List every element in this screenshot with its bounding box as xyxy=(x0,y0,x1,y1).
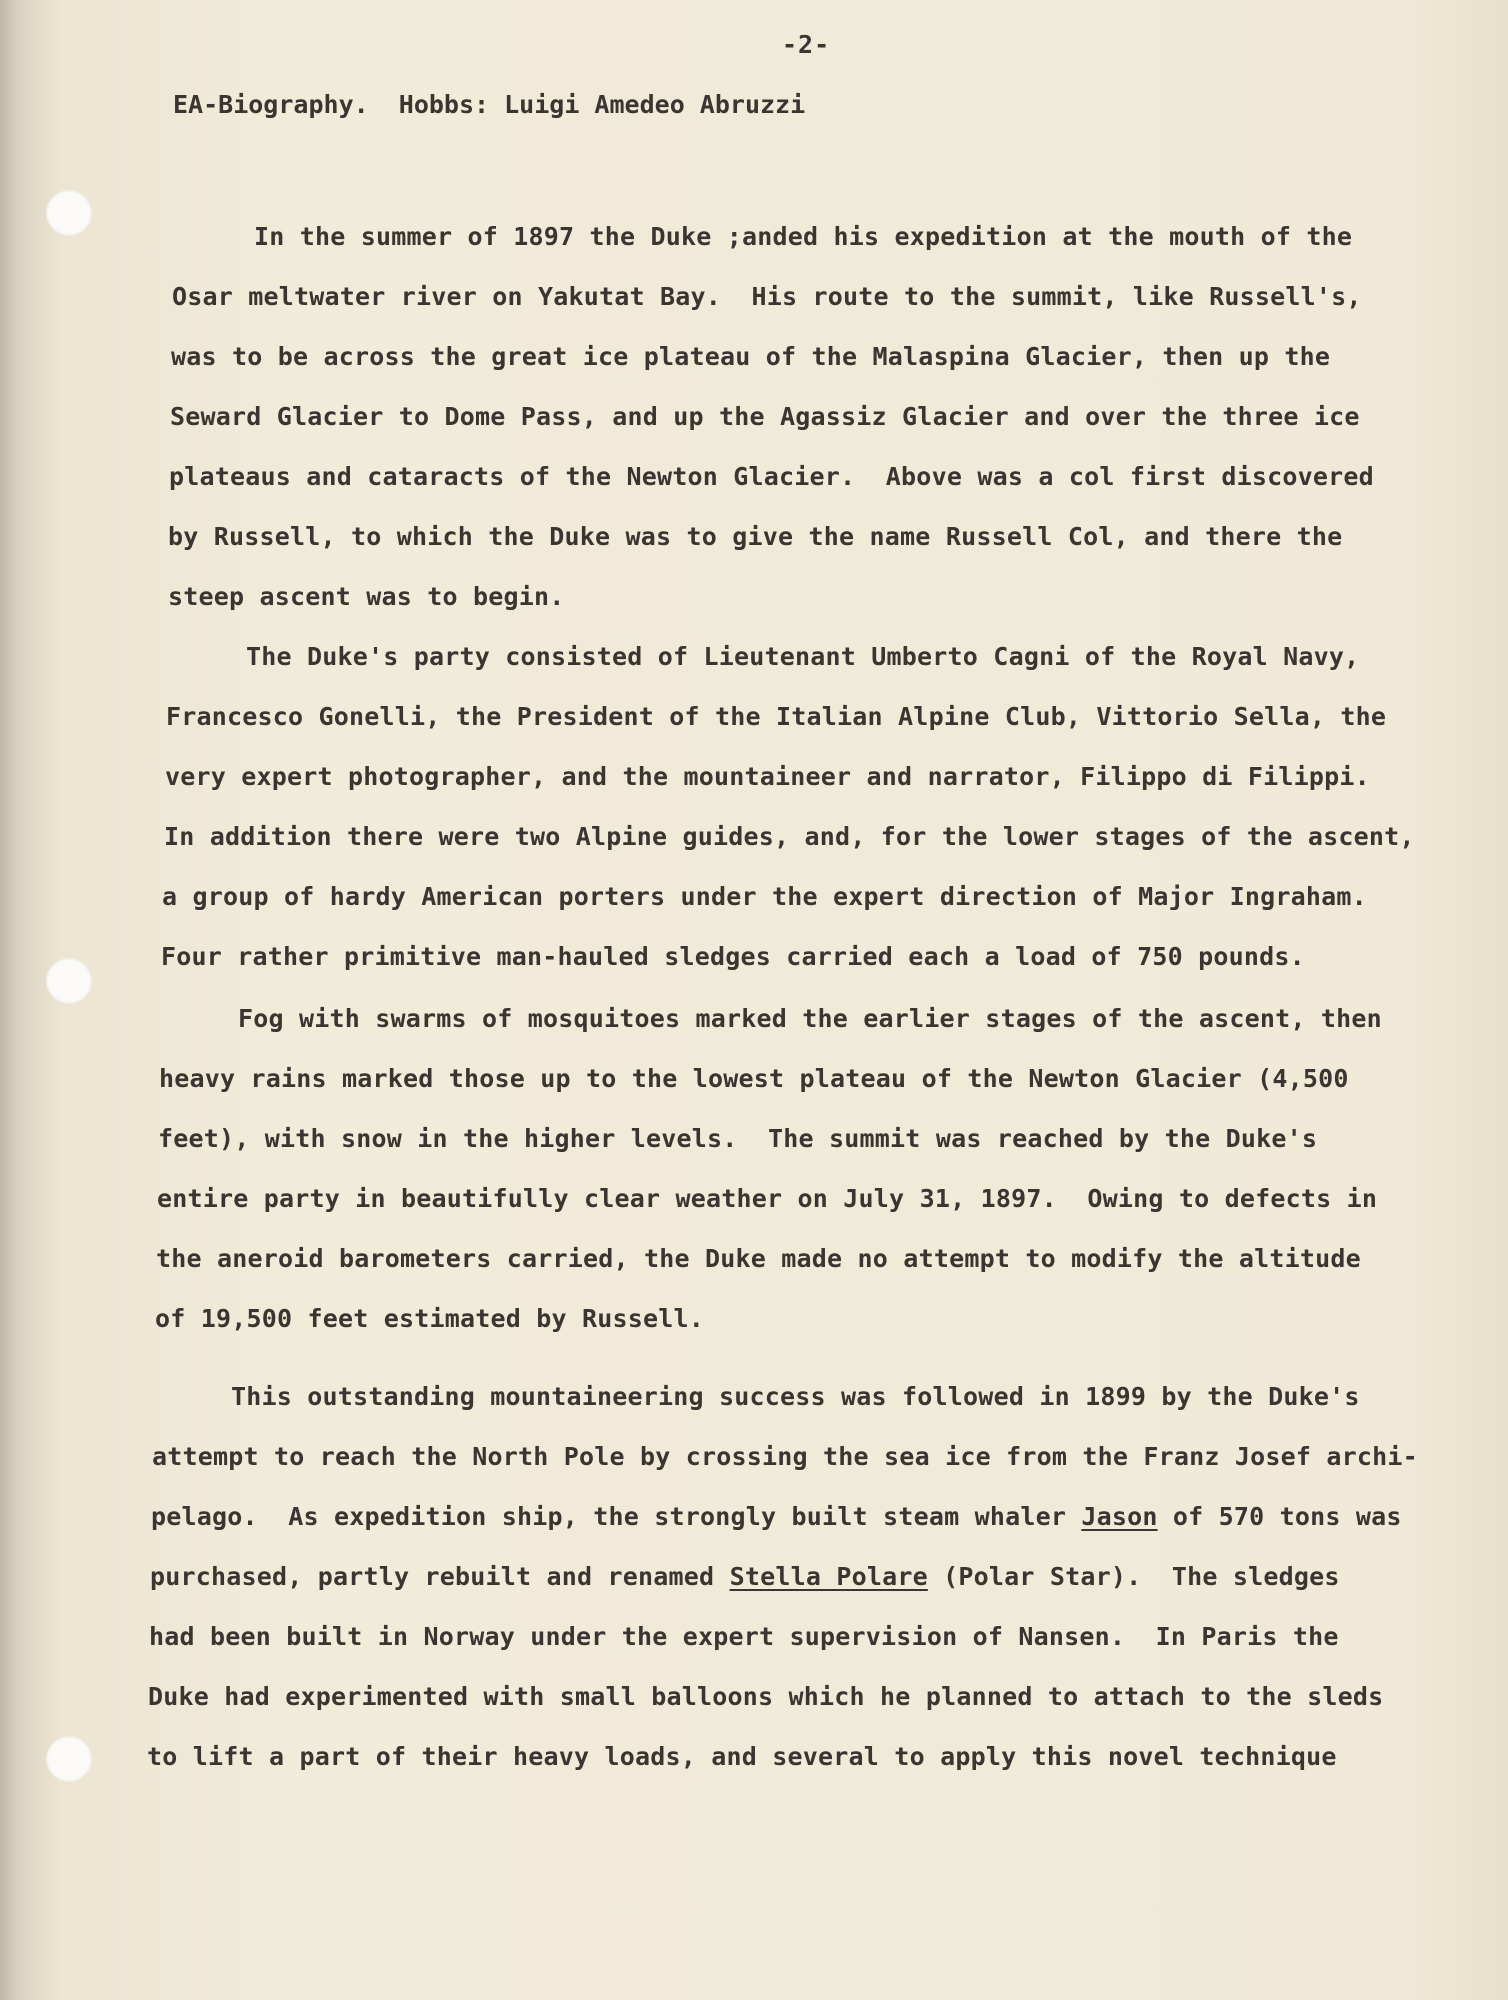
text-line: the aneroid barometers carried, the Duke made no attempt to modify the altitude xyxy=(156,1244,1361,1273)
text-line: of 19,500 feet estimated by Russell. xyxy=(155,1304,705,1333)
text-line: entire party in beautifully clear weather on July 31, 1897. Owing to defects in xyxy=(157,1184,1378,1213)
text-line: very expert photographer, and the mountaineer and narrator, Filippo di Filippi. xyxy=(165,762,1370,791)
text-line: was to be across the great ice plateau of the Malaspina Glacier, then up the xyxy=(171,342,1331,371)
text-line: steep ascent was to begin. xyxy=(168,582,565,611)
text-line-underlined xyxy=(151,1502,1402,1531)
ship-name-stella-polare: Stella Polare xyxy=(729,1562,928,1591)
line-segment: of 570 tons was xyxy=(1157,1502,1402,1531)
text-line: This outstanding mountaineering success was followed in 1899 by the Duke's xyxy=(231,1382,1360,1411)
page-number: -2- xyxy=(782,30,831,59)
punch-hole-top xyxy=(46,190,92,236)
text-line: had been built in Norway under the expert supervision of Nansen. In Paris the xyxy=(149,1622,1339,1651)
document-header: EA-Biography. Hobbs: Luigi Amedeo Abruzzi xyxy=(173,90,806,119)
line-segment: (Polar Star). The sledges xyxy=(927,1562,1340,1591)
text-line: Fog with swarms of mosquitoes marked the earlier stages of the ascent, then xyxy=(238,1004,1382,1033)
text-line: In the summer of 1897 the Duke ;anded his expedition at the mouth of the xyxy=(254,222,1353,251)
text-line: Four rather primitive man-hauled sledges carried each a load of 750 pounds. xyxy=(161,942,1305,971)
text-line: a group of hardy American porters under the expert direction of Major Ingraham. xyxy=(162,882,1367,911)
punch-hole-bottom xyxy=(46,1736,92,1782)
text-line: Francesco Gonelli, the President of the Italian Alpine Club, Vittorio Sella, the xyxy=(166,702,1387,731)
text-line: heavy rains marked those up to the lowest plateau of the Newton Glacier (4,500 xyxy=(159,1064,1349,1093)
text-line: Osar meltwater river on Yakutat Bay. His route to the summit, like Russell's, xyxy=(172,282,1362,311)
text-line: by Russell, to which the Duke was to give the name Russell Col, and there the xyxy=(168,522,1343,551)
text-line-underlined xyxy=(150,1562,1340,1591)
text-line: Seward Glacier to Dome Pass, and up the Agassiz Glacier and over the three ice xyxy=(170,402,1360,431)
text-line: attempt to reach the North Pole by crossing the sea ice from the Franz Josef archi- xyxy=(152,1442,1418,1471)
text-line: feet), with snow in the higher levels. The summit was reached by the Duke's xyxy=(158,1124,1318,1153)
text-line: The Duke's party consisted of Lieutenant Umberto Cagni of the Royal Navy, xyxy=(246,642,1360,671)
line-segment: pelago. As expedition ship, the strongly built steam whaler xyxy=(151,1502,1082,1531)
text-line: plateaus and cataracts of the Newton Glacier. Above was a col first discovered xyxy=(169,462,1374,491)
text-line: to lift a part of their heavy loads, and several to apply this novel technique xyxy=(147,1742,1337,1771)
text-line: Duke had experimented with small balloons which he planned to attach to the sleds xyxy=(148,1682,1384,1711)
text-line: In addition there were two Alpine guides, and, for the lower stages of the ascent, xyxy=(164,822,1415,851)
ship-name-jason: Jason xyxy=(1081,1502,1158,1531)
punch-hole-middle xyxy=(46,958,92,1004)
line-segment: purchased, partly rebuilt and renamed xyxy=(150,1562,730,1591)
